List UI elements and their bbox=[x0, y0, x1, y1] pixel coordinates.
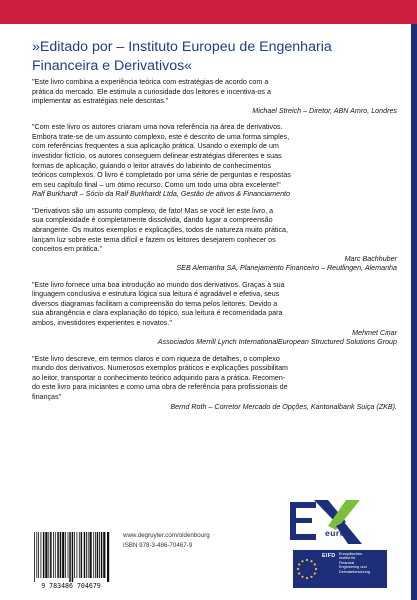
eifd-label: EIFD bbox=[322, 553, 336, 559]
barcode-bar bbox=[69, 532, 71, 582]
barcode-digits: 9 783486 704679 bbox=[41, 582, 101, 590]
barcode-bar bbox=[77, 532, 78, 578]
spine-edge bbox=[411, 24, 417, 600]
quote-line: Embora trate-se de um assunto complexo, este é descrito de uma forma simples, bbox=[32, 132, 290, 141]
barcode-bar bbox=[53, 532, 54, 578]
quote-line: "Este livro fornece uma boa introdução ao mundo dos derivativos. Graças à sua bbox=[32, 280, 285, 289]
quote-line: em seu capítulo final – um ótimo recurso. Como um todo uma obra excelente!" bbox=[32, 180, 281, 189]
barcode-bar bbox=[101, 532, 103, 578]
quote-line: investidor fictício, os autores conseguem delinear estratégias diferentes e suas bbox=[32, 151, 282, 160]
eifd-line: Engineering und bbox=[339, 565, 367, 570]
quote-line: "Derivativos são um assunto complexo, de fato! Mas se você ler este livro, a bbox=[32, 206, 274, 215]
quote-line: diversos diagramas facilitam a compreensão do tema pelos leitores. Devido a bbox=[32, 299, 278, 308]
quote-line: implementar as estratégias nele descritas." bbox=[32, 97, 169, 106]
endorsement-1 bbox=[32, 78, 397, 116]
barcode-bar bbox=[45, 532, 47, 578]
barcode-bar bbox=[79, 532, 80, 578]
barcode-bar bbox=[68, 532, 69, 578]
barcode-bar bbox=[41, 532, 42, 578]
barcode-bar bbox=[86, 532, 87, 578]
barcode-bar bbox=[62, 532, 64, 578]
eifd-description bbox=[339, 552, 370, 574]
barcode-bar bbox=[60, 532, 62, 578]
quote-attribution-affiliation: Associados Merrill Lynch InternationalEuropean Structured Solutions Group bbox=[157, 338, 397, 347]
quote-line: ao leitor, transportar o conhecimento teórico adquirido para a prática. Recomen- bbox=[32, 373, 286, 382]
quote-line: "Este livro descreve, em termos claros e com riqueza de detalhes, o complexo bbox=[32, 354, 280, 363]
endorsement-4 bbox=[32, 281, 397, 348]
quote-line: mundo dos derivativos. Numerosos exemplos práticos e explicações possibilitam bbox=[32, 364, 288, 373]
eifd-line: Institut für bbox=[339, 556, 356, 561]
quote-line: prática do mercado. Ele estimula a curiosidade dos leitores e incentiva-os a bbox=[32, 87, 271, 96]
title-line-1: »Editado por – Instituto Europeu de Engenharia bbox=[32, 39, 332, 55]
eurex-wordmark: eurex bbox=[325, 528, 351, 538]
quote-line: conceitos em prática." bbox=[32, 245, 103, 254]
barcode-bar bbox=[90, 532, 92, 578]
eu-star bbox=[301, 576, 303, 578]
publisher-url: www.degruyter.com/oldenbourg bbox=[123, 532, 210, 539]
publisher-info bbox=[123, 531, 210, 551]
quote-attribution: Bernd Roth – Corretor Mercado de Opções, Kantonalbank Suiça (ZKB). bbox=[170, 402, 397, 411]
quote-line: teóricos complexos. O livro é completado por uma série de perguntas e respostas bbox=[32, 171, 291, 180]
cover-title bbox=[32, 38, 402, 76]
top-accent-bar bbox=[0, 0, 417, 24]
quote-attribution: Ralf Burkhardt – Sócio da Ralf Burkhardt Ltda, Gestão de ativos & Financiamento bbox=[32, 190, 290, 199]
eu-stars-icon bbox=[293, 550, 336, 588]
barcode-bars bbox=[34, 532, 109, 582]
barcode-bar bbox=[55, 532, 56, 578]
eu-star bbox=[314, 572, 316, 574]
eu-star bbox=[297, 568, 299, 570]
quote-line: "Este livro combina a experiência teórica com estratégias de acordo com a bbox=[32, 78, 269, 86]
barcode-bar bbox=[88, 532, 89, 578]
eu-star bbox=[314, 563, 316, 565]
quote-line: "Com este livro os autores criaram uma nova referência na área de derivativos. bbox=[32, 123, 283, 132]
quote-attribution-affiliation: SEB Alemanha SA, Planejamento Financeiro – Reutlingen, Alemanha bbox=[176, 264, 397, 273]
eu-star bbox=[306, 577, 308, 579]
eu-star bbox=[298, 563, 300, 565]
barcode-bar bbox=[36, 532, 37, 578]
quote-line: lançam luz sobre este tema difícil e fazem os leitores desejarem conhecer os bbox=[32, 235, 276, 244]
barcode-bar bbox=[74, 532, 75, 578]
quote-line: formas de aplicação, guiando o leitor através do labirinto de conhecimentos bbox=[32, 161, 271, 170]
quote-attribution: Michael Streich – Diretor, ABN Amro, Londres bbox=[252, 106, 397, 115]
endorsement-2 bbox=[32, 123, 397, 200]
eifd-line: Financial bbox=[339, 560, 355, 565]
eu-star bbox=[301, 560, 303, 562]
barcode-bar bbox=[57, 532, 59, 578]
endorsements bbox=[32, 78, 397, 419]
barcode-bar bbox=[81, 532, 83, 578]
quote-line: abrangente. Os muitos exemplos e explicações, todos de natureza muito prática, bbox=[32, 225, 289, 234]
barcode-bar bbox=[107, 532, 109, 582]
barcode-bar bbox=[43, 532, 45, 578]
quote-line: sua complexidade é completamente dissolvida, dando lugar a compreensão bbox=[32, 216, 273, 225]
barcode-bar bbox=[95, 532, 96, 578]
eifd-line: Europäisches bbox=[339, 552, 363, 556]
isbn-text: ISBN 978-3-486-70467-9 bbox=[123, 542, 193, 549]
title-line-2: Financeira e Derivativos« bbox=[32, 58, 193, 74]
eu-star bbox=[310, 576, 312, 578]
eu-star bbox=[298, 572, 300, 574]
quote-line: sua abrangência e clara explanação do tópico, sua leitura é recomendada para bbox=[32, 309, 283, 318]
quote-line: linguagem conclusiva e estrutura lógica sua leitura é agradável e efetiva, seus bbox=[32, 290, 280, 299]
barcode-bar bbox=[93, 532, 94, 578]
quote-line: com referências frequentes a sua aplicação prática. Usando o exemplo de um bbox=[32, 142, 279, 151]
eu-star bbox=[315, 568, 317, 570]
barcode-bar bbox=[50, 532, 52, 578]
quote-line: ambos, investidores experientes e novatos." bbox=[32, 319, 172, 328]
isbn-barcode bbox=[28, 530, 114, 590]
barcode-bar bbox=[72, 532, 74, 582]
eu-star bbox=[306, 559, 308, 561]
quote-line: finanças" bbox=[32, 393, 62, 401]
barcode-bar bbox=[84, 532, 86, 578]
barcode-bar bbox=[97, 532, 99, 578]
barcode-bar bbox=[65, 532, 66, 578]
eu-star bbox=[310, 560, 312, 562]
endorsement-5 bbox=[32, 355, 397, 413]
barcode-bar bbox=[48, 532, 49, 578]
quote-attribution: Mehmet Cinar bbox=[352, 328, 397, 337]
barcode-bar bbox=[103, 532, 105, 578]
quote-line: do este livro para iniciantes e como uma obra de referência para profissionais de bbox=[32, 383, 288, 392]
endorsement-3 bbox=[32, 207, 397, 274]
quote-attribution: Marc Bachhuber bbox=[344, 254, 397, 263]
barcode-bar bbox=[34, 532, 35, 582]
eifd-line: Derivateforschung bbox=[339, 569, 370, 574]
barcode-bar bbox=[38, 532, 39, 578]
barcode-bar bbox=[99, 532, 100, 578]
